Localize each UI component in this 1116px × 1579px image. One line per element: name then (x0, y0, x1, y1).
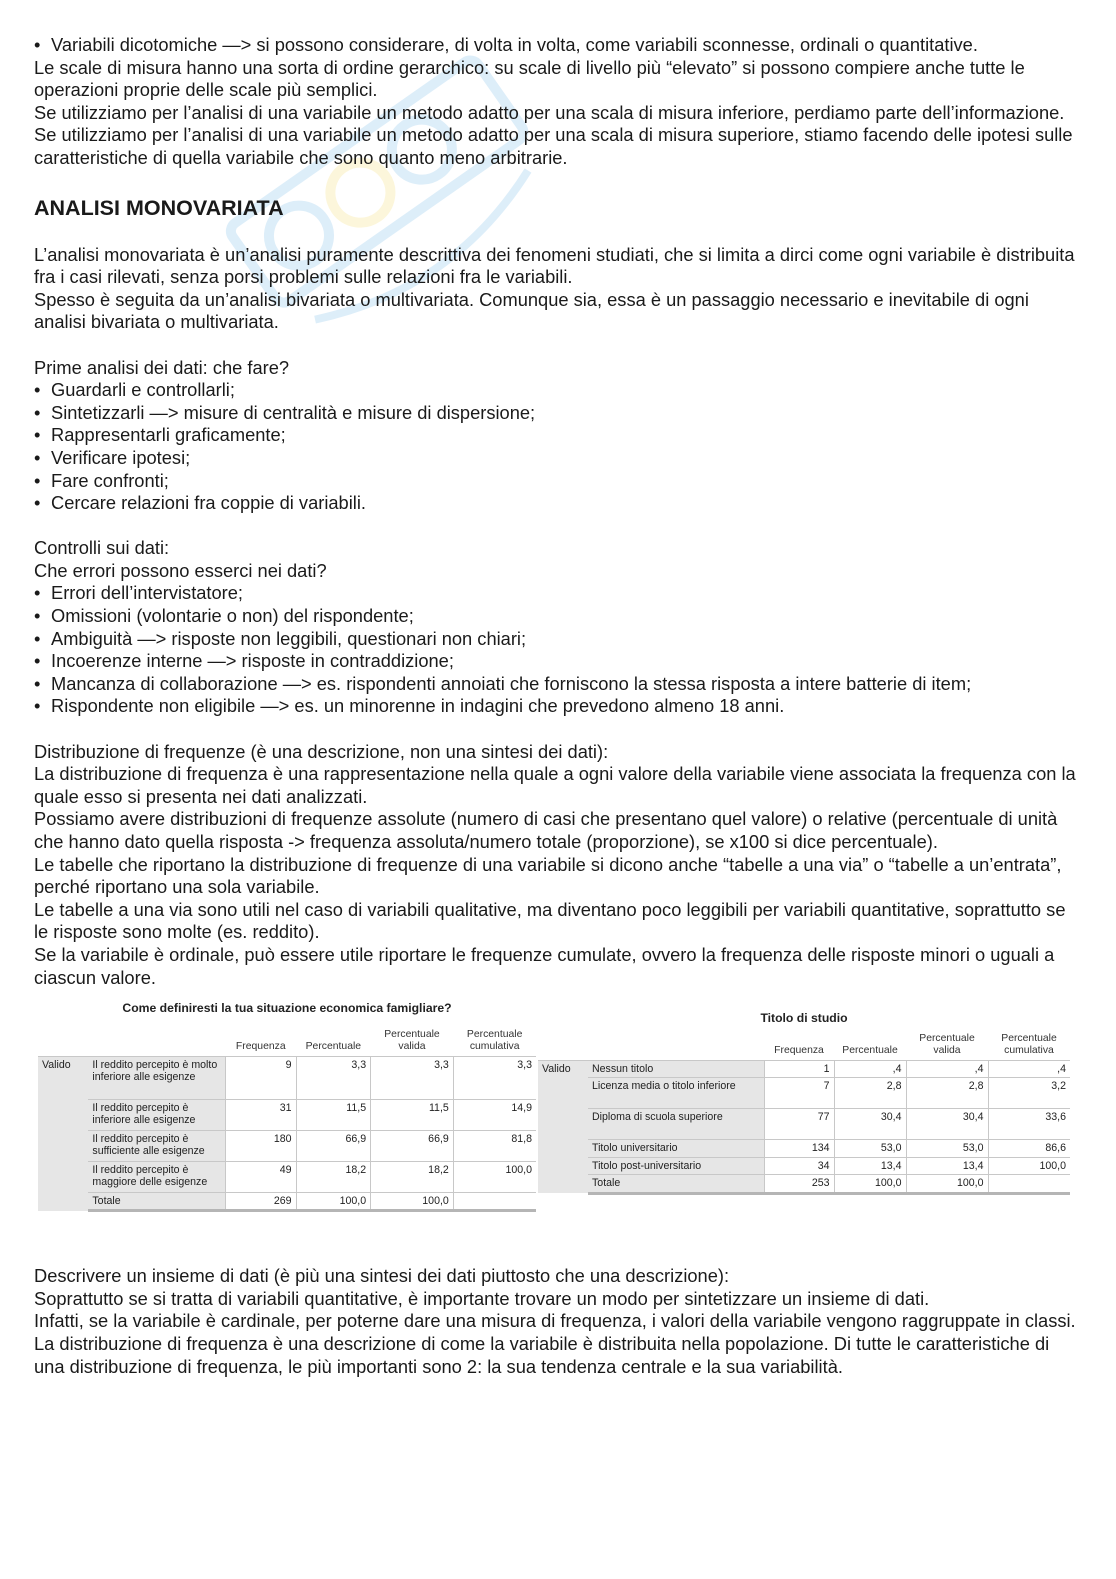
cell-percentuale: 100,0 (296, 1192, 371, 1211)
distribuzione-paragraph: Se la variabile è ordinale, può essere utile riportare le frequenze cumulate, ovvero la frequenza delle risposte minori o uguali a ciascun valore. (34, 943, 1055, 988)
list-item: • Mancanza di collaborazione —> es. rispondenti annoiati che forniscono la stessa risposta a intere batterie di item; (34, 673, 1084, 696)
intro-paragraph: Le scale di misura hanno una sorta di ordine gerarchico: su scale di livello più “elevato” si possono compiere anche tutte le operazioni proprie delle scale più semplici. (34, 56, 1025, 101)
distribuzione-paragraph: Possiamo avere distribuzioni di frequenze assolute (numero di casi che presentano quel valore) o relative (percentuale di unità che hanno dato quella risposta -> frequenza assoluta/numero totale (proporzione), se x100 si dice percentuale). (34, 808, 1058, 852)
cell-percentuale-valida: 13,4 (906, 1157, 988, 1175)
cell-percentuale-cumulativa (988, 1175, 1070, 1194)
cell-percentuale-cumulativa: 100,0 (988, 1157, 1070, 1175)
row-label: Nessun titolo (588, 1060, 764, 1078)
section-paragraph: L’analisi monovariata è un’analisi puramente descrittiva dei fenomeni studiati, che si limita a dirci come ogni variabile è distribuita fra i casi rilevati, senza porsi problemi sulle relazioni fra le variabili. (34, 243, 1075, 288)
row-label: Titolo post-universitario (588, 1157, 764, 1175)
cell-percentuale-cumulativa: 100,0 (453, 1161, 536, 1192)
descrivere-paragraph: La distribuzione di frequenza è una descrizione di come la variabile è distribuita nella popolazione. Di tutte le caratteristiche di una distribuzione di frequenza, le più importanti sono 2: la sua tendenza centrale e la sua variabilità. (34, 1332, 1050, 1377)
distribuzione-paragraph: Le tabelle a una via sono utili nel caso di variabili qualitative, ma diventano poco leggibili per variabili quantitative, soprattutto se le risposte sono molte (es. reddito). (34, 898, 1066, 943)
cell-percentuale: 100,0 (834, 1175, 906, 1194)
cell-percentuale: 11,5 (296, 1099, 371, 1130)
cell-frequenza: 77 (764, 1109, 834, 1140)
descrivere-paragraph: Infatti, se la variabile è cardinale, per poterne dare una misura di frequenza, i valori della variabile vengono raggruppate in classi. (34, 1310, 1076, 1332)
table-title: Come definiresti la tua situazione economica famigliare? (122, 1001, 452, 1016)
cell-percentuale-valida: 3,3 (371, 1056, 454, 1099)
cell-percentuale-valida: 18,2 (371, 1161, 454, 1192)
cell-percentuale: 30,4 (834, 1109, 906, 1140)
cell-frequenza: 269 (225, 1192, 296, 1211)
row-label: Il reddito percepito è molto inferiore alle esigenze (88, 1056, 225, 1099)
cell-percentuale: 13,4 (834, 1157, 906, 1175)
row-label: Titolo universitario (588, 1140, 764, 1158)
row-label: Il reddito percepito è inferiore alle esigenze (88, 1099, 225, 1130)
cell-percentuale-valida: 100,0 (906, 1175, 988, 1194)
cell-percentuale: 18,2 (296, 1161, 371, 1192)
table-row (538, 1109, 1070, 1140)
list-item: • Rispondente non eligibile —> es. un minorenne in indagini che prevedono almeno 18 anni. (34, 695, 1084, 718)
cell-frequenza: 7 (764, 1078, 834, 1109)
column-header: Percentuale cumulativa (1001, 1032, 1057, 1057)
cell-percentuale-valida: 30,4 (906, 1109, 988, 1140)
table-row (38, 1130, 536, 1161)
table-situazione-economica (38, 1002, 536, 1212)
cell-frequenza: 253 (764, 1175, 834, 1194)
table-row-total (38, 1192, 536, 1211)
table-row (38, 1161, 536, 1192)
table-row (38, 1056, 536, 1099)
cell-percentuale-cumulativa: 86,6 (988, 1140, 1070, 1158)
column-header: Percentuale (305, 1041, 362, 1053)
cell-percentuale-valida: 11,5 (371, 1099, 454, 1130)
list-item: • Omissioni (volontarie o non) del rispondente; (34, 605, 1084, 628)
row-label: Il reddito percepito è sufficiente alle esigenze (88, 1130, 225, 1161)
distribuzione-paragraph: Le tabelle che riportano la distribuzione di frequenze di una variabile si dicono anche “tabelle a una via” o “tabelle a un’entrata”, perché riportano una sola variabile. (34, 853, 1062, 898)
cell-frequenza: 49 (225, 1161, 296, 1192)
row-label: Il reddito percepito è maggiore delle esigenze (88, 1161, 225, 1192)
cell-frequenza: 180 (225, 1130, 296, 1161)
column-header: Frequenza (774, 1045, 824, 1057)
cell-percentuale: ,4 (834, 1060, 906, 1078)
column-header: Percentuale valida (919, 1032, 975, 1057)
table-row-total (538, 1175, 1070, 1194)
prime-analisi-title: Prime analisi dei dati: che fare? (34, 356, 290, 378)
row-label: Licenza media o titolo inferiore (588, 1078, 764, 1109)
document-page (34, 34, 1084, 1378)
list-item: • Guardarli e controllarli; (34, 379, 1084, 402)
intro-paragraph: Se utilizziamo per l’analisi di una variabile un metodo adatto per una scala di misura inferiore, perdiamo parte dell’informazione. (34, 101, 1065, 123)
list-item: • Sintetizzarli —> misure di centralità e misure di dispersione; (34, 402, 1084, 425)
table-row (538, 1140, 1070, 1158)
table-title: Titolo di studio (760, 1011, 848, 1026)
table-row (38, 1099, 536, 1130)
row-group-label: Valido (38, 1056, 88, 1211)
cell-percentuale-valida: 53,0 (906, 1140, 988, 1158)
distribuzione-title: Distribuzione di frequenze (è una descrizione, non una sintesi dei dati): (34, 740, 609, 762)
descrivere-title: Descrivere un insieme di dati (è più una sintesi dei dati piuttosto che una descrizione): (34, 1265, 730, 1287)
row-label: Diploma di scuola superiore (588, 1109, 764, 1140)
cell-percentuale-cumulativa: ,4 (988, 1060, 1070, 1078)
column-header: Percentuale cumulativa (466, 1028, 523, 1053)
bullet-dicotomiche: • Variabili dicotomiche —> si possono considerare, di volta in volta, come variabili sconnesse, ordinali o quantitative. (34, 34, 1084, 57)
cell-frequenza: 9 (225, 1056, 296, 1099)
column-header: Percentuale valida (384, 1028, 440, 1053)
list-item: • Cercare relazioni fra coppie di variabili. (34, 492, 1084, 515)
cell-frequenza: 1 (764, 1060, 834, 1078)
list-item: • Verificare ipotesi; (34, 447, 1084, 470)
list-item: • Rappresentarli graficamente; (34, 424, 1084, 447)
cell-frequenza: 31 (225, 1099, 296, 1130)
cell-percentuale-cumulativa: 3,3 (453, 1056, 536, 1099)
table-row (538, 1060, 1070, 1078)
descrivere-paragraph: Soprattutto se si tratta di variabili quantitative, è importante trovare un modo per sintetizzare un insieme di dati. (34, 1287, 930, 1309)
distribuzione-paragraph: La distribuzione di frequenza è una rappresentazione nella quale a ogni valore della variabile viene associata la frequenza con la quale esso si presenta nei dati analizzati. (34, 763, 1076, 807)
table-titolo-di-studio (538, 1002, 1070, 1195)
section-heading: ANALISI MONOVARIATA (34, 195, 284, 220)
row-label: Totale (588, 1175, 764, 1194)
cell-percentuale-valida: ,4 (906, 1060, 988, 1078)
cell-percentuale: 66,9 (296, 1130, 371, 1161)
section-paragraph: Spesso è seguita da un’analisi bivariata o multivariata. Comunque sia, essa è un passaggio necessario e inevitabile di ogni analisi bivariata o multivariata. (34, 288, 1029, 333)
cell-percentuale-valida: 66,9 (371, 1130, 454, 1161)
column-header: Percentuale (842, 1045, 898, 1057)
cell-frequenza: 134 (764, 1140, 834, 1158)
cell-percentuale-cumulativa: 3,2 (988, 1078, 1070, 1109)
cell-percentuale-cumulativa: 81,8 (453, 1130, 536, 1161)
cell-percentuale-cumulativa (453, 1192, 536, 1211)
list-item: • Incoerenze interne —> risposte in contraddizione; (34, 650, 1084, 673)
column-header: Frequenza (235, 1041, 286, 1053)
cell-frequenza: 34 (764, 1157, 834, 1175)
intro-paragraph: Se utilizziamo per l’analisi di una variabile un metodo adatto per una scala di misura superiore, stiamo facendo delle ipotesi sulle caratteristiche di quella variabile che sono quanto meno arbitrarie. (34, 124, 1073, 168)
row-group-label: Valido (538, 1060, 588, 1193)
cell-percentuale-valida: 2,8 (906, 1078, 988, 1109)
list-item: • Errori dell’intervistatore; (34, 582, 1084, 605)
cell-percentuale: 53,0 (834, 1140, 906, 1158)
table-row (538, 1157, 1070, 1175)
list-item: • Fare confronti; (34, 470, 1084, 493)
row-label: Totale (88, 1192, 225, 1211)
cell-percentuale: 2,8 (834, 1078, 906, 1109)
cell-percentuale-cumulativa: 33,6 (988, 1109, 1070, 1140)
controlli-title: Controlli sui dati: (34, 537, 170, 559)
cell-percentuale: 3,3 (296, 1056, 371, 1099)
list-item: • Ambiguità —> risposte non leggibili, questionari non chiari; (34, 628, 1084, 651)
frequency-tables (34, 1002, 1084, 1237)
controlli-subtitle: Che errori possono esserci nei dati? (34, 559, 327, 581)
table-row (538, 1078, 1070, 1109)
cell-percentuale-cumulativa: 14,9 (453, 1099, 536, 1130)
cell-percentuale-valida: 100,0 (371, 1192, 454, 1211)
